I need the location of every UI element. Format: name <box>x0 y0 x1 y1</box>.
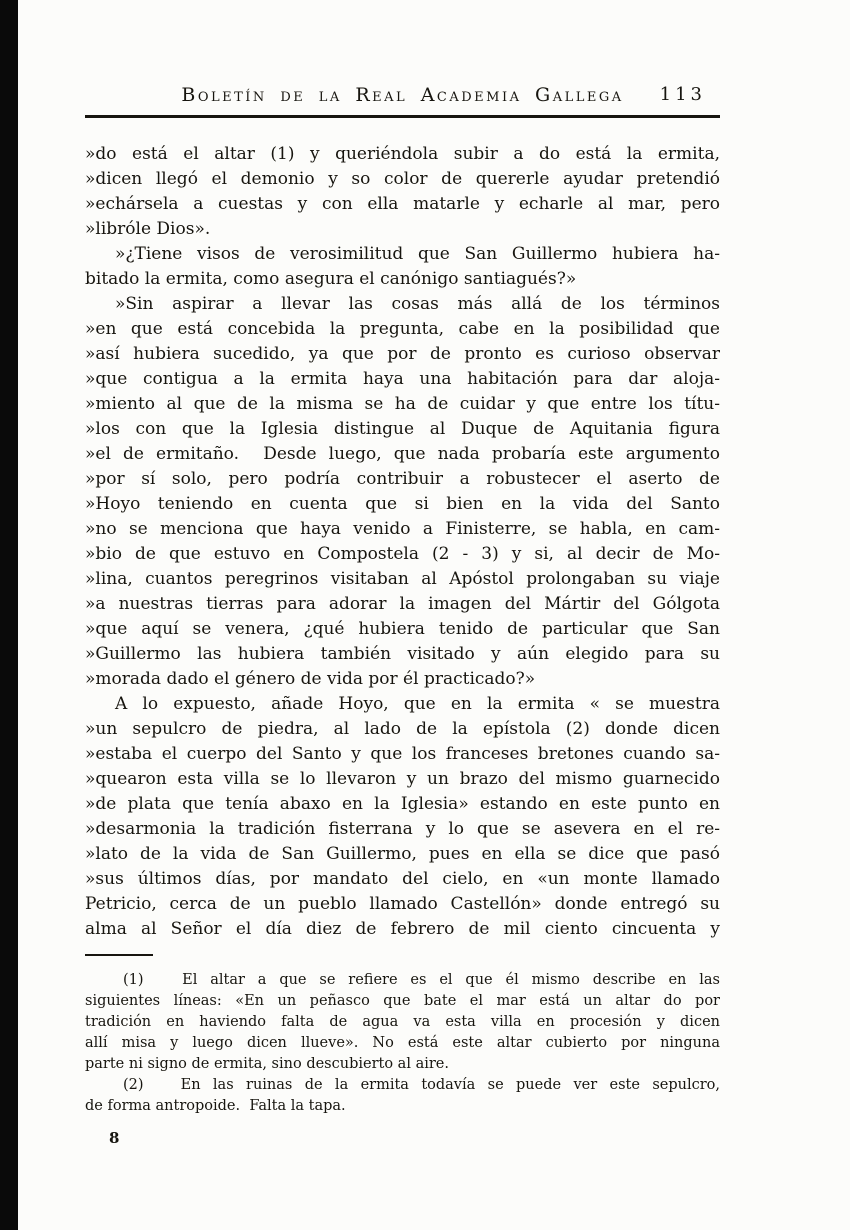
text-line: »lina, cuantos peregrinos visitaban al Apóstol prolongaban su viaje <box>85 569 720 589</box>
text-line: Petricio, cerca de un pueblo llamado Castellón» donde entregó su <box>85 894 720 914</box>
text-line: »en que está concebida la pregunta, cabe en la posibilidad que <box>85 319 720 339</box>
text-line: »no se menciona que haya venido a Finisterre, se habla, en cam- <box>85 519 720 539</box>
header-title: Boletín de la Real Academia Gallega <box>181 84 624 106</box>
text-line: »libróle Dios». <box>85 219 211 239</box>
footnote-line: (2) En las ruinas de la ermita todavía se puede ver este sepulcro, <box>123 1077 720 1093</box>
text-line: »por sí solo, pero podría contribuir a robustecer el aserto de <box>85 469 720 489</box>
text-line: »dicen llegó el demonio y so color de quererle ayudar pretendió <box>85 169 720 189</box>
page-content <box>85 84 720 1147</box>
text-line: »sus últimos días, por mandato del cielo, en «un monte llamado <box>85 869 720 889</box>
text-line: »bio de que estuvo en Compostela (2 - 3) y si, al decir de Mo- <box>85 544 720 564</box>
text-line: »¿Tiene visos de verosimilitud que San Guillermo hubiera ha- <box>115 244 720 264</box>
text-line: »desarmonia la tradición fisterrana y lo que se asevera en el re- <box>85 819 720 839</box>
text-line: »así hubiera sucedido, ya que por de pronto es curioso observar <box>85 344 720 364</box>
scan-edge-bar <box>0 0 18 1230</box>
text-line: »morada dado el género de vida por él practicado?» <box>85 669 536 689</box>
text-line: »miento al que de la misma se ha de cuidar y que entre los títu- <box>85 394 720 414</box>
text-line: »que contigua a la ermita haya una habitación para dar aloja- <box>85 369 720 389</box>
text-line: »lato de la vida de San Guillermo, pues en ella se dice que pasó <box>85 844 720 864</box>
text-line: »do está el altar (1) y queriéndola subir a do está la ermita, <box>85 144 720 164</box>
text-line: »estaba el cuerpo del Santo y que los franceses bretones cuando sa- <box>85 744 720 764</box>
footnote-line: (1) El altar a que se refiere es el que él mismo describe en las <box>123 972 720 988</box>
footnote <box>85 970 720 1075</box>
footnote-line: de forma antropoide. Falta la tapa. <box>85 1098 346 1114</box>
text-line: »a nuestras tierras para adorar la imagen del Mártir del Gólgota <box>85 594 720 614</box>
text-line: »el de ermitaño. Desde luego, que nada probaría este argumento <box>85 444 720 464</box>
paragraph <box>85 242 720 292</box>
text-line: »los con que la Iglesia distingue al Duque de Aquitania figura <box>85 419 720 439</box>
text-line: »que aquí se venera, ¿qué hubiera tenido de particular que San <box>85 619 720 639</box>
footnote-line: parte ni signo de ermita, sino descubierto al aire. <box>85 1056 449 1072</box>
paragraph <box>85 142 720 242</box>
text-line: »Sin aspirar a llevar las cosas más allá de los términos <box>115 294 720 314</box>
footnote-line: siguientes líneas: «En un peñasco que bate el mar está un altar do por <box>85 993 720 1009</box>
header-rule <box>85 115 720 118</box>
footnote <box>85 1075 720 1117</box>
text-line: »echársela a cuestas y con ella matarle y echarle al mar, pero <box>85 194 720 214</box>
signature-mark: 8 <box>109 1129 120 1147</box>
text-line: A lo expuesto, añade Hoyo, que en la ermita « se muestra <box>115 694 720 714</box>
footnotes <box>85 970 720 1117</box>
footnote-separator <box>85 954 153 956</box>
footnote-line: tradición en haviendo falta de agua va esta villa en procesión y dicen <box>85 1014 720 1030</box>
text-line: »Hoyo teniendo en cuenta que si bien en la vida del Santo <box>85 494 720 514</box>
text-line: »de plata que tenía abaxo en la Iglesia» estando en este punto en <box>85 794 720 814</box>
journal-header <box>85 84 720 108</box>
paragraph <box>85 692 720 942</box>
body-text <box>85 142 720 942</box>
text-line: »un sepulcro de piedra, al lado de la epístola (2) donde dicen <box>85 719 720 739</box>
page-number: 113 <box>659 84 706 105</box>
text-line: »Guillermo las hubiera también visitado y aún elegido para su <box>85 644 720 664</box>
paragraph <box>85 292 720 692</box>
text-line: alma al Señor el día diez de febrero de mil ciento cincuenta y <box>85 919 720 939</box>
text-line: bitado la ermita, como asegura el canónigo santiagués?» <box>85 269 577 289</box>
footnote-line: allí misa y luego dicen llueve». No está este altar cubierto por ninguna <box>85 1035 720 1051</box>
text-line: »quearon esta villa se lo llevaron y un brazo del mismo guarnecido <box>85 769 720 789</box>
